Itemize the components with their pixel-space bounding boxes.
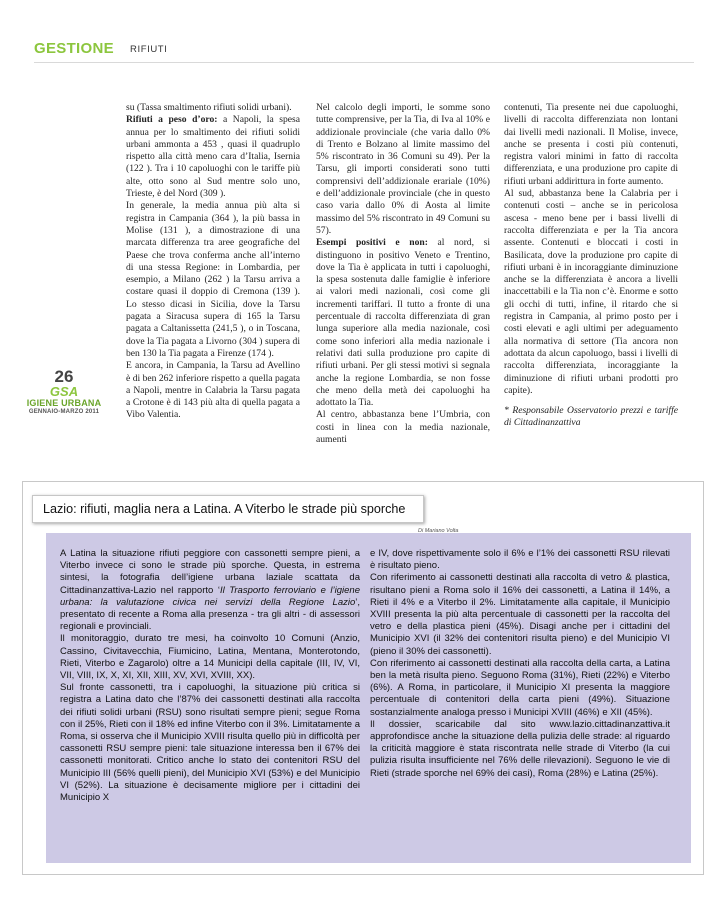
publisher-logo: GSA: [49, 384, 79, 399]
paragraph-text: al nord, si distinguono in positivo Veneto e Trentino, dove la Tia è applicata in tutti i capoluoghi, la spesa sostenuta dalle famiglie è inferiore ai valori medi nazionali, così come gli incrementi tariffari. Il tutto a fronte di una percentuale di raccolta differenziata di gran lunga superiore alla media nazionale, così come sono inferiori alla media nazionale i relativi dati sulla produzione pro capite di rifiuti urbani. Per gli stessi motivi si segnala anche la regione Lombardia, se non fosse che meno della metà dei capoluoghi ha adottato la Tia.: [316, 237, 490, 409]
lead-in: Esempi positivi e non:: [316, 237, 428, 249]
section-title: GESTIONE: [34, 40, 114, 57]
paragraph: e IV, dove rispettivamente solo il 6% e l’1% dei cassonetti RSU rilevati è risultato pieno.: [370, 548, 670, 572]
paragraph: [60, 548, 360, 633]
folio: [26, 368, 102, 416]
page-number: 26: [54, 367, 74, 386]
paragraph-text: A Latina la situazione rifiuti peggiore con cassonetti sempre pieni, a Viterbo invece ci sono le strade più sporche. Questa, in estrema sintesi, la fotografia dell’igiene urbana laziale scattata da Cittadinanzattiva-Lazio nel rapporto ‘: [60, 548, 360, 596]
paragraph-text: ’, presentato di recente a Roma alla presenza - tra gli altri - di assessori regionali e provinciali.: [60, 596, 360, 633]
issue-date: GENNAIO-MARZO 2011: [28, 409, 100, 415]
lead-in: Rifiuti a peso d’oro:: [126, 114, 218, 126]
box-column-1: [60, 548, 360, 804]
paragraph: Il dossier, scaricabile dal sito www.lazio.cittadinanzattiva.it approfondisce anche la situazione della pulizia delle strade: al riguardo la criticità maggiore è stata riscontrata nelle strade di Viterbo (la cui pulizia risulta insufficiente nel 76% delle rilevazioni). Seguono le vie di Rieti (strade sporche nel 69% dei casi), Roma (28%) e Latina (25%).: [370, 718, 670, 779]
report-title: Il Trasporto ferroviario e l’igiene urbana: la valutazione civica nei servizi della Regione Lazio: [60, 584, 360, 608]
paragraph-text: a Napoli, la spesa annua per lo smaltimento dei rifiuti solidi urbani ammonta a 453 , quasi il quadruplo rispetto alla città meno cara d’Italia, Isernia (122 ). Tra i 10 capoluoghi con le tariffe più alte, otto sono al Sud mentre solo uno, Trieste, è del Nord (309 ).: [126, 114, 300, 200]
box-column-2: [370, 548, 670, 780]
paragraph: In generale, la media annua più alta si registra in Campania (364 ), la più bassa in Molise (131 ), a dimostrazione di una marcata differenza tra aree geografiche del Paese che trova conferma anche all’interno di una stessa Regione: in Lombardia, per esempio, a Milano (262 ) la Tarsu arriva a costare quasi il doppio di Cremona (139 ). Lo stesso dicasi in Sicilia, dove la Tarsu pagata a Siracusa supera di 165 la Tarsu pagata a Caltanissetta (241,5 ), o in Toscana, dove la Tia pagata a Livorno (304 ) supera di ben 130 la Tia pagata a Firenze (174 ).: [126, 200, 300, 359]
magazine-name: IGIENE URBANA: [26, 398, 102, 408]
paragraph: Con riferimento ai cassonetti destinati alla raccolta di vetro & plastica, risultano pieni a Roma solo il 16% dei cassonetti, a Latina il 14%, a Rieti il 4% e a Viterbo il 2%. Limitatamente alla capitale, il Municipio XVIII presenta la più alta percentuale di cassonetti per la raccolta del vetro e della plastica pieni (45%). Disagi anche per i cittadini del Municipio XVI (il 32% dei contenitori risulta pieno) e del Municipio VI (pieno il 30% dei cassonetti).: [370, 572, 670, 657]
paragraph: [126, 114, 300, 200]
box-author: Di Mariano Volta: [418, 528, 459, 534]
paragraph: Nel calcolo degli importi, le somme sono tutte comprensive, per la Tia, di Iva al 10% e addizionale provinciale (che varia dallo 0% di Trento e Bolzano al limite massimo del 5% riscontrato in 36 Comuni su 49). Per la Tarsu, gli importi considerati sono tutti comprensivi dell’addizionale erariale (10%) e dell’addizionale provinciale (che in questo caso varia dallo 0% di Aosta al limite massimo del 5% riscontrato in 49 Comuni su 57).: [316, 102, 490, 236]
paragraph: E ancora, in Campania, la Tarsu ad Avellino è di ben 262 inferiore rispetto a quella pagata a Napoli, mentre in Calabria la Tarsu pagata a Crotone è di 143 più alta di quella pagata a Vibo Valentia.: [126, 360, 300, 421]
section-topic: RIFIUTI: [130, 44, 168, 55]
article-column-3: [504, 102, 678, 430]
paragraph: [316, 237, 490, 409]
paragraph: contenuti, Tia presente nei due capoluoghi, livelli di raccolta differenziata non lontani dai livelli medi nazionali. Il Molise, invece, anche se presenta i costi più contenuti, registra valori minimi in fatto di raccolta differenziata, e una produzione pro capite di rifiuti urbani addirittura in forte aumento.: [504, 102, 678, 187]
article-column-1: [126, 102, 300, 422]
running-header: [34, 40, 694, 60]
header-rule: [34, 62, 694, 63]
article-column-2: [316, 102, 490, 446]
paragraph: Con riferimento ai cassonetti destinati alla raccolta della carta, a Latina ben la metà risulta pieno. Seguono Roma (31%), Rieti (22%) e Viterbo (6%). A Roma, in particolare, il Municipio XI presenta la maggiore percentuale di contenitori della carta pieni (49%). Situazione sostanzialmente analoga presso i Municipi XVIII (46%) e XII (45%).: [370, 657, 670, 718]
author-note: * Responsabile Osservatorio prezzi e tariffe di Cittadinanzattiva: [504, 405, 678, 429]
paragraph: Sul fronte cassonetti, tra i capoluoghi, la situazione più critica si registra a Latina dato che l’87% dei cassonetti destinati alla raccolta dei rifiuti solidi urbani (RSU) sono risultati sempre pieni; segue Roma con il 25%, Rieti con il 18% ed infine Viterbo con il 3%. Limitatamente a Roma, si osserva che il Municipio XVIII risulta quello più in difficoltà per cassonetti RSU sempre pieni: tale situazione interessa ben il 67% dei cassonetti monitorati. Critico anche lo stato dei contenitori RSU del Municipio III (56% quelli pieni), del Municipio XVI (53%) e del Municipio VI (52%). La situazione è decisamente migliore per i cittadini dei Municipio X: [60, 682, 360, 804]
paragraph: Al sud, abbastanza bene la Calabria per i contenuti costi – anche se in pericolosa ascesa - meno bene per i bassi livelli di raccolta differenziata e per la Tia ancora assente. Contenuti e bloccati i costi in Basilicata, dove la produzione pro capite di rifiuti urbani è in incoraggiante diminuzione anche se la differenziata è ancora a livelli inaccettabili e la Tia non c’è. Enorme e sotto gli occhi di tutti, infine, il ritardo che si registra in Campania, al primo posto per i costi elevati e agli ultimi per adeguamento alla normativa di settore (Tia ancora non adottata da alcun capoluogo, bassi i livelli di raccolta differenziata, incoraggiante la diminuzione di rifiuti urbani prodotti pro capite).: [504, 188, 678, 396]
paragraph: Il monitoraggio, durato tre mesi, ha coinvolto 10 Comuni (Anzio, Cassino, Civitavecchia, Fiumicino, Latina, Mentana, Monterotondo, Rieti, Viterbo e Zagarolo) oltre a 14 Municipi della capitale (III, IV, VI, VII, VIII, IX, X, XI, XII, XIII, XV, XVI, XVIII, XX).: [60, 633, 360, 682]
paragraph: Al centro, abbastanza bene l’Umbria, con costi in linea con la media nazionale, aumenti: [316, 409, 490, 446]
paragraph: su (Tassa smaltimento rifiuti solidi urbani).: [126, 102, 292, 113]
box-title: Lazio: rifiuti, maglia nera a Latina. A Viterbo le strade più sporche: [32, 495, 424, 523]
